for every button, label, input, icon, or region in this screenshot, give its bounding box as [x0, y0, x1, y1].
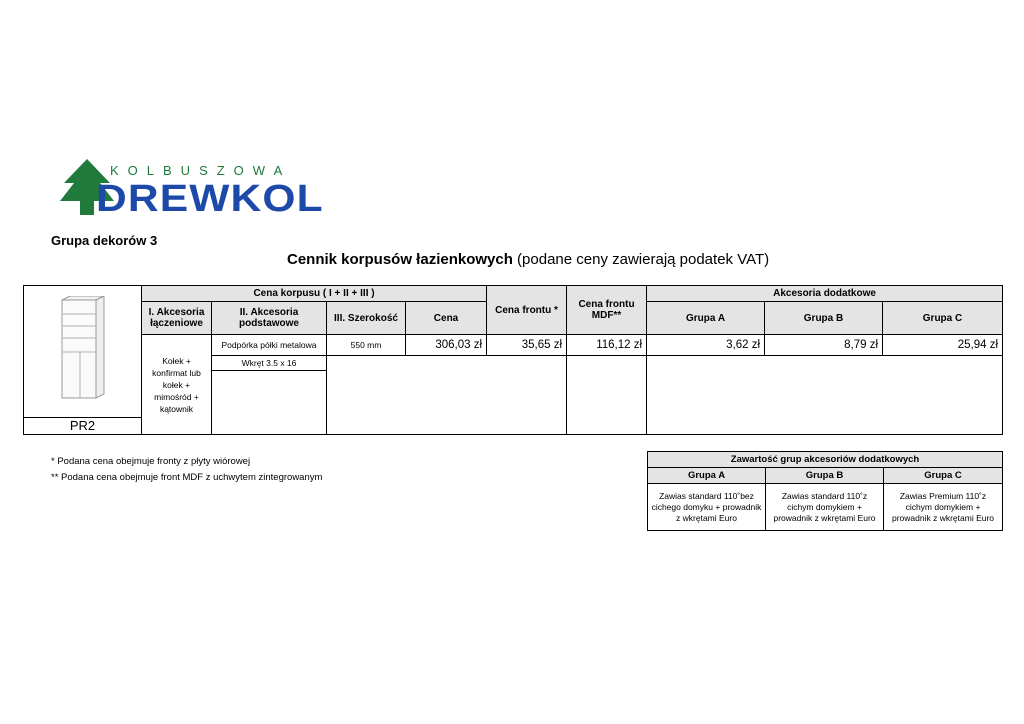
header-akcesoria-podstawowe: II. Akcesoria podstawowe [212, 302, 327, 335]
header-akcesoria-dodatkowe: Akcesoria dodatkowe [647, 286, 1003, 302]
title-bold: Cennik korpusów łazienkowych [287, 251, 513, 268]
header-grupa-b: Grupa B [765, 302, 883, 335]
acc-header-grupa-a: Grupa A [648, 468, 766, 484]
podstawowe-cell [212, 356, 327, 435]
podstawowe-item-2: Wkręt 3.5 x 16 [212, 356, 326, 371]
acc-header-grupa-b: Grupa B [766, 468, 884, 484]
note-1: * Podana cena obejmuje fronty z płyty wiórowej [51, 456, 251, 467]
acc-content-grupa-b: Zawias standard 110˚z cichym domykiem + prowadnik z wkrętami Euro [766, 484, 884, 531]
accessories-title: Zawartość grup akcesoriów dodatkowych [648, 452, 1003, 468]
cena-value: 306,03 zł [406, 335, 487, 356]
cena-frontu-mdf-value: 116,12 zł [567, 335, 647, 356]
grupa-b-value: 8,79 zł [765, 335, 883, 356]
accessories-table [647, 451, 1003, 531]
laczeniowe-text: Kołek + konfirmat lub kołek + mimośród + kątownik [142, 335, 212, 435]
product-code: PR2 [24, 417, 141, 434]
header-szerokosc: III. Szerokość [327, 302, 406, 335]
header-cena-korpusu: Cena korpusu ( I + II + III ) [142, 286, 487, 302]
header-grupa-c: Grupa C [883, 302, 1003, 335]
cena-frontu-value: 35,65 zł [487, 335, 567, 356]
empty-mdf-cell [567, 356, 647, 435]
logo-top-text: KOLBUSZOWA [110, 163, 292, 178]
empty-akcesoria-cell [647, 356, 1003, 435]
price-table [23, 285, 1003, 435]
acc-header-grupa-c: Grupa C [884, 468, 1003, 484]
header-grupa-a: Grupa A [647, 302, 765, 335]
empty-korpus-cell [327, 356, 567, 435]
page-title [287, 251, 769, 268]
title-note: (podane ceny zawierają podatek VAT) [512, 251, 770, 268]
group-title: Grupa dekorów 3 [51, 233, 158, 248]
podstawowe-item-1: Podpórka półki metalowa [212, 335, 327, 356]
note-2: ** Podana cena obejmuje front MDF z uchwytem zintegrowanym [51, 472, 323, 483]
szerokosc-value: 550 mm [327, 335, 406, 356]
acc-content-grupa-c: Zawias Premium 110˚z cichym domykiem + prowadnik z wkrętami Euro [884, 484, 1003, 531]
header-cena-frontu-mdf: Cena frontu MDF** [567, 286, 647, 335]
header-cena: Cena [406, 302, 487, 335]
grupa-c-value: 25,94 zł [883, 335, 1003, 356]
cabinet-drawing-icon [58, 296, 108, 400]
logo-wordmark: DREWKOL [96, 178, 324, 220]
header-cena-frontu: Cena frontu * [487, 286, 567, 335]
product-image-cell [24, 286, 142, 435]
acc-content-grupa-a: Zawias standard 110˚bez cichego domyku + prowadnik z wkrętami Euro [648, 484, 766, 531]
grupa-a-value: 3,62 zł [647, 335, 765, 356]
header-akcesoria-laczeniowe: I. Akcesoria łączeniowe [142, 302, 212, 335]
